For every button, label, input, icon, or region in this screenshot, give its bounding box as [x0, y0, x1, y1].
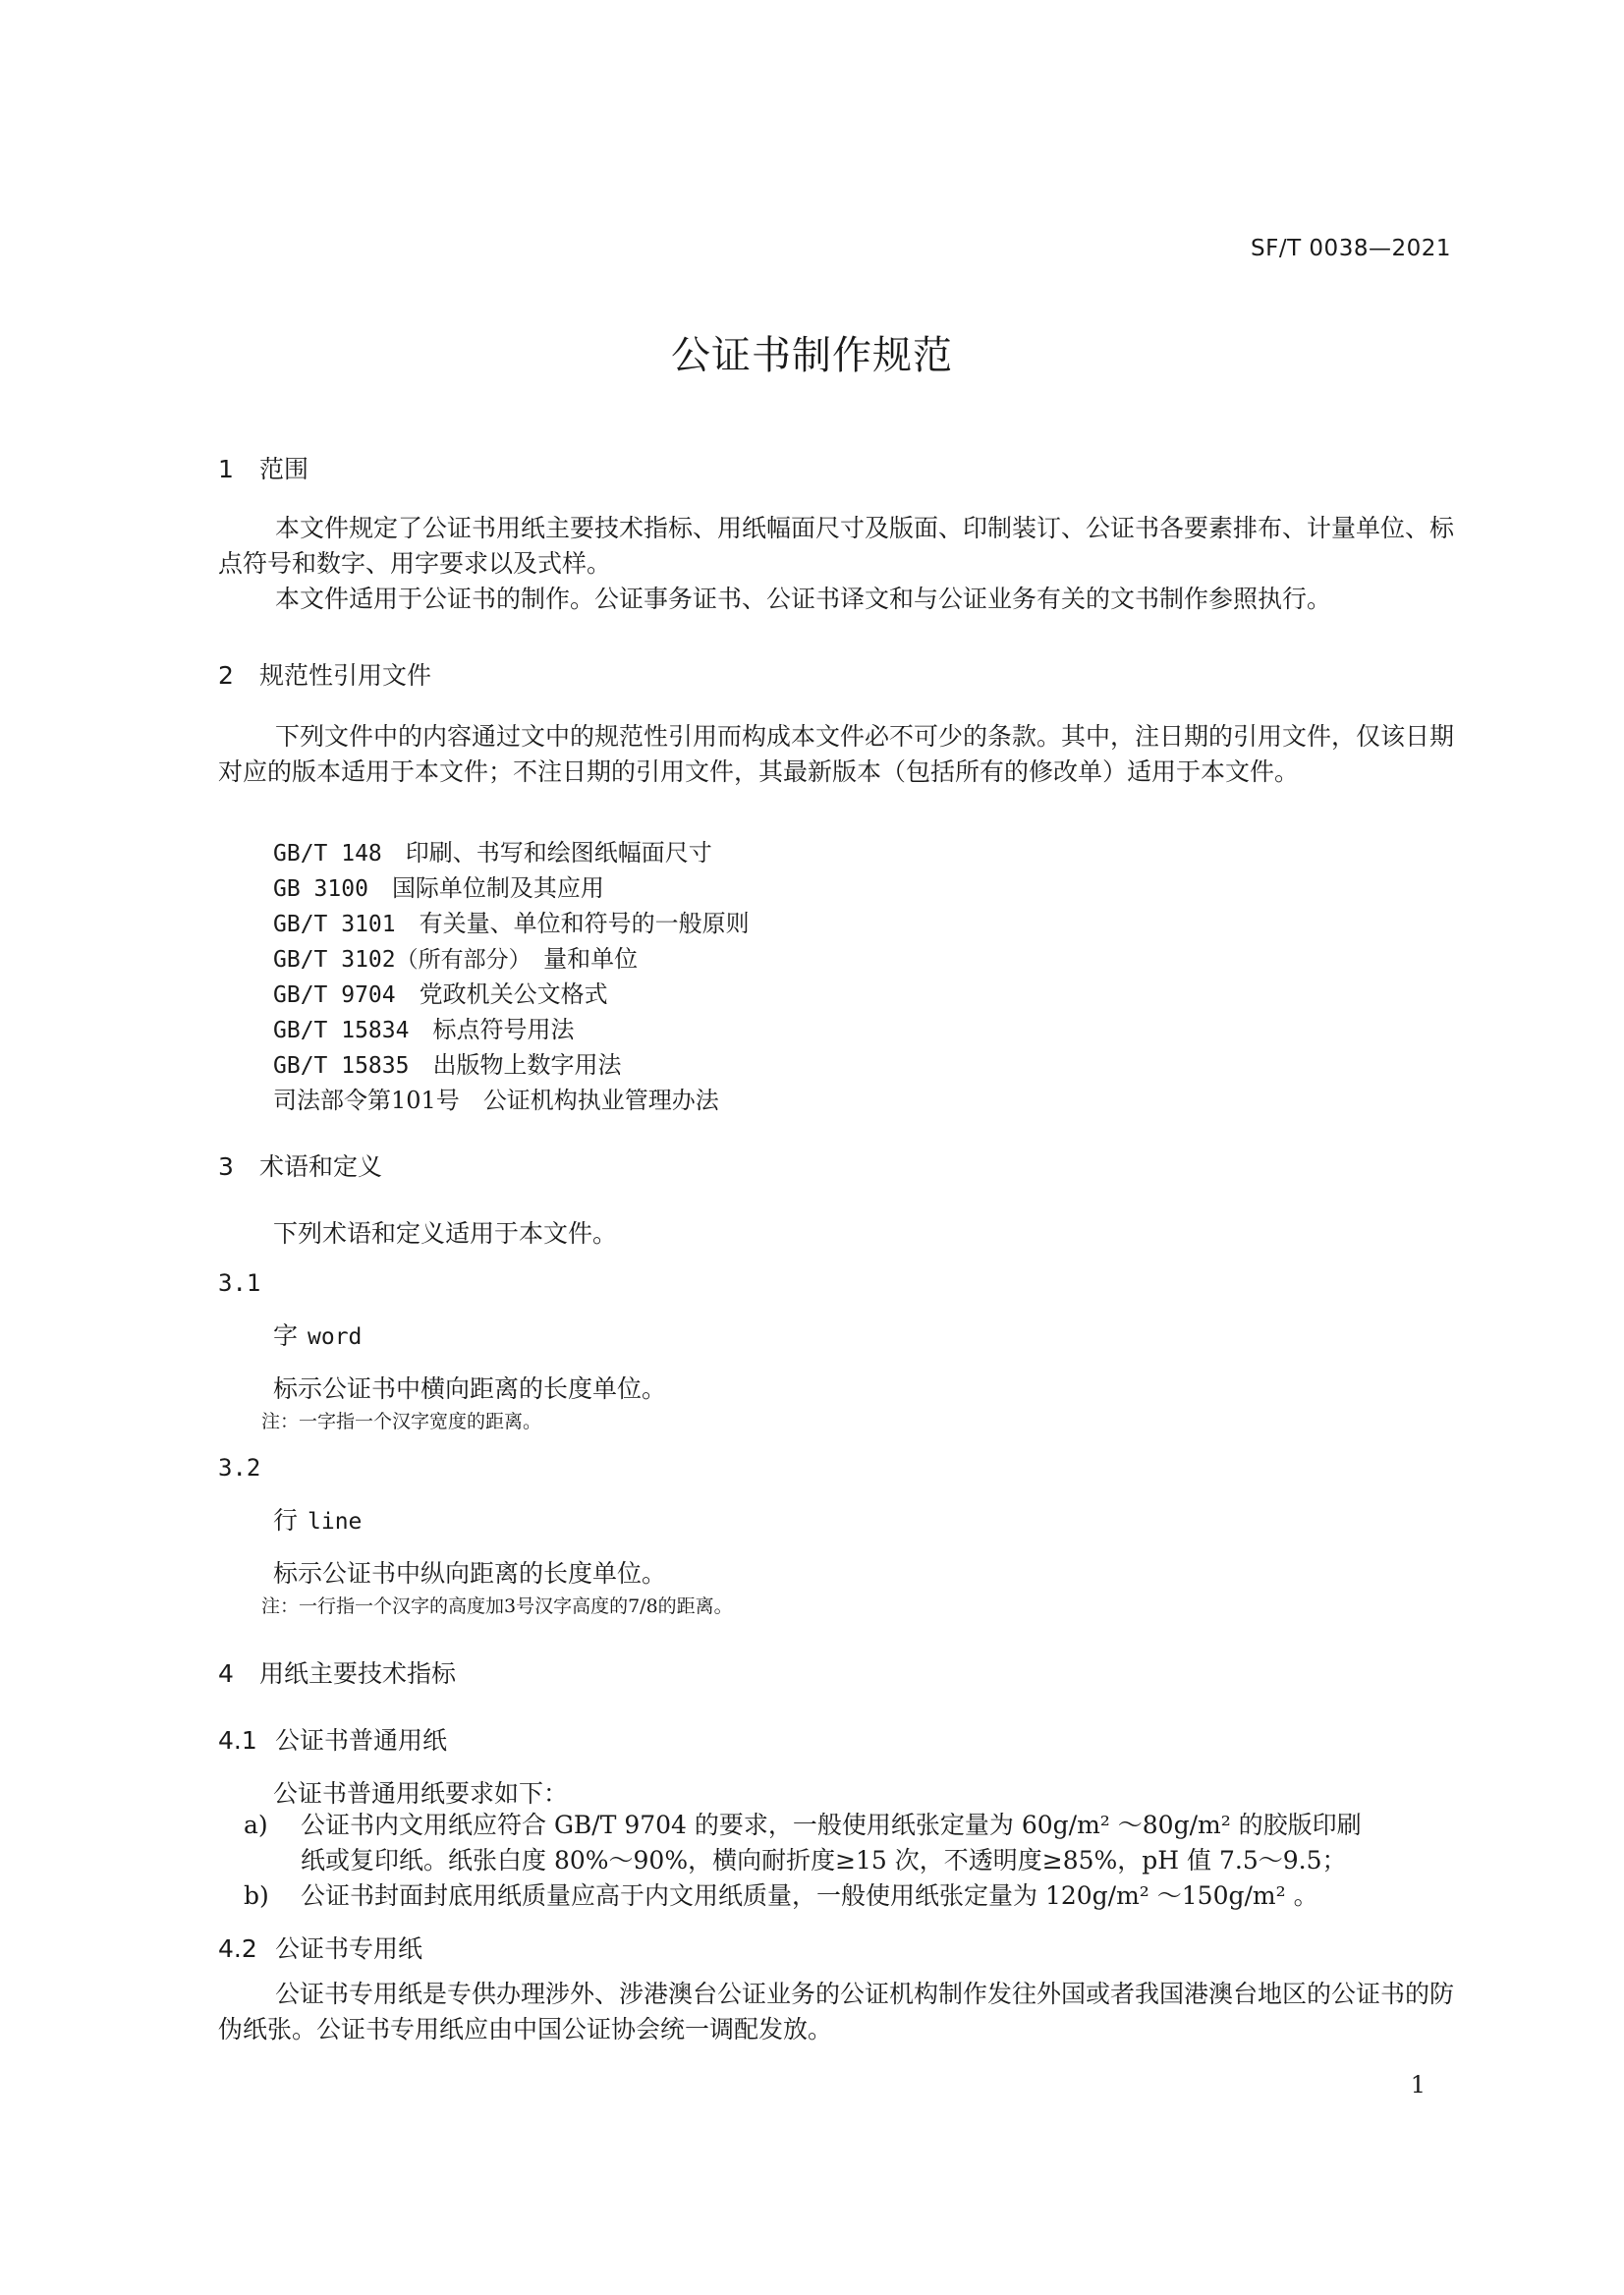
- section-2-heading: [218, 656, 431, 692]
- section-title: 范围: [259, 455, 309, 483]
- reference-code: GB 3100: [273, 876, 368, 902]
- subsection-number: 4.2: [218, 1934, 257, 1963]
- reference-item: [273, 975, 608, 1009]
- reference-name: 印刷、书写和绘图纸幅面尺寸: [405, 839, 712, 867]
- reference-code: GB/T 15835: [273, 1053, 410, 1079]
- reference-item: [273, 833, 712, 868]
- term-entry: [273, 1501, 362, 1537]
- list-marker: a): [244, 1811, 268, 1839]
- reference-name: 党政机关公文格式: [419, 980, 608, 1008]
- reference-code: GB/T 148: [273, 841, 382, 867]
- clause-number: 3.1: [218, 1269, 261, 1297]
- section-1-heading: [218, 450, 308, 485]
- reference-item: [273, 1045, 621, 1080]
- term-zh: 字: [273, 1321, 299, 1350]
- reference-item: [273, 939, 638, 974]
- clause-number: 3.2: [218, 1454, 261, 1482]
- term-en: line: [308, 1509, 363, 1535]
- reference-item: [273, 904, 750, 938]
- reference-code: GB/T 3102（所有部分）: [273, 947, 521, 973]
- section-number: 2: [218, 661, 234, 690]
- document-title: 公证书制作规范: [671, 333, 953, 378]
- section-number: 3: [218, 1152, 234, 1181]
- reference-code: 司法部令第101号: [273, 1087, 460, 1114]
- section-number: 1: [218, 455, 234, 483]
- reference-name: 国际单位制及其应用: [391, 874, 604, 902]
- term-note: 注：一行指一个汉字的高度加3号汉字高度的7/8的距离。: [261, 1595, 733, 1617]
- term-zh: 行: [273, 1506, 299, 1535]
- subsection-4-2-heading: [218, 1930, 422, 1965]
- section-title: 用纸主要技术指标: [259, 1659, 457, 1688]
- reference-name: 公证机构执业管理办法: [482, 1087, 719, 1114]
- section-4-heading: [218, 1654, 456, 1690]
- reference-code: GB/T 9704: [273, 982, 396, 1008]
- term-note: 注：一字指一个汉字宽度的距离。: [261, 1411, 542, 1432]
- subsection-4-2-paragraph: 公证书专用纸是专供办理涉外、涉港澳台公证业务的公证机构制作发往外国或者我国港澳台地区的公证书的防伪纸张。公证书专用纸应由中国公证协会统一调配发放。: [218, 1980, 1455, 2043]
- subsection-title: 公证书普通用纸: [275, 1726, 448, 1755]
- reference-name: 量和单位: [543, 945, 639, 973]
- subsection-title: 公证书专用纸: [275, 1934, 423, 1963]
- reference-name: 有关量、单位和符号的一般原则: [419, 910, 750, 937]
- section-2-paragraph-1: 下列文件中的内容通过文中的规范性引用而构成本文件必不可少的条款。其中，注日期的引用文件，仅该日期对应的版本适用于本文件；不注日期的引用文件，其最新版本（包括所有的修改单）适用于本文件。: [218, 722, 1455, 786]
- section-1-paragraph-1: 本文件规定了公证书用纸主要技术指标、用纸幅面尺寸及版面、印制装订、公证书各要素排布、计量单位、标点符号和数字、用字要求以及式样。: [218, 514, 1455, 578]
- list-marker: b): [244, 1881, 269, 1910]
- list-item-a: [244, 1808, 1462, 1878]
- reference-name: 出版物上数字用法: [432, 1051, 622, 1079]
- section-title: 术语和定义: [259, 1152, 383, 1181]
- section-3-intro: 下列术语和定义适用于本文件。: [273, 1219, 618, 1248]
- reference-item: [273, 868, 604, 903]
- term-definition: 标示公证书中横向距离的长度单位。: [273, 1374, 667, 1403]
- list-text-line: 纸或复印纸。纸张白度 80%～90%，横向耐折度≥15 次，不透明度≥85%，pH 值 7.5～9.5；: [301, 1846, 1347, 1875]
- section-number: 4: [218, 1659, 234, 1688]
- reference-code: GB/T 15834: [273, 1018, 410, 1043]
- term-definition: 标示公证书中纵向距离的长度单位。: [273, 1559, 667, 1588]
- reference-item: [273, 1010, 574, 1044]
- subsection-4-1-intro: 公证书普通用纸要求如下：: [273, 1779, 569, 1808]
- list-text-line: 公证书封面封底用纸质量应高于内文用纸质量，一般使用纸张定量为 120g/m² ～150g/m² 。: [301, 1881, 1318, 1910]
- section-3-heading: [218, 1148, 382, 1183]
- section-1-paragraph-2: 本文件适用于公证书的制作。公证事务证书、公证书译文和与公证业务有关的文书制作参照执行。: [275, 585, 1332, 613]
- document-code: SF/T 0038—2021: [1250, 236, 1451, 261]
- list-text-line: 公证书内文用纸应符合 GB/T 9704 的要求，一般使用纸张定量为 60g/m² ～80g/m² 的胶版印刷: [301, 1811, 1362, 1839]
- reference-name: 标点符号用法: [432, 1016, 575, 1043]
- list-item-b: [244, 1878, 1462, 1914]
- term-entry: [273, 1316, 362, 1352]
- subsection-4-1-heading: [218, 1721, 447, 1757]
- subsection-number: 4.1: [218, 1726, 257, 1755]
- reference-code: GB/T 3101: [273, 912, 396, 937]
- section-title: 规范性引用文件: [259, 661, 432, 690]
- page-number: 1: [1410, 2071, 1426, 2099]
- term-en: word: [308, 1324, 363, 1350]
- reference-item: [273, 1081, 719, 1115]
